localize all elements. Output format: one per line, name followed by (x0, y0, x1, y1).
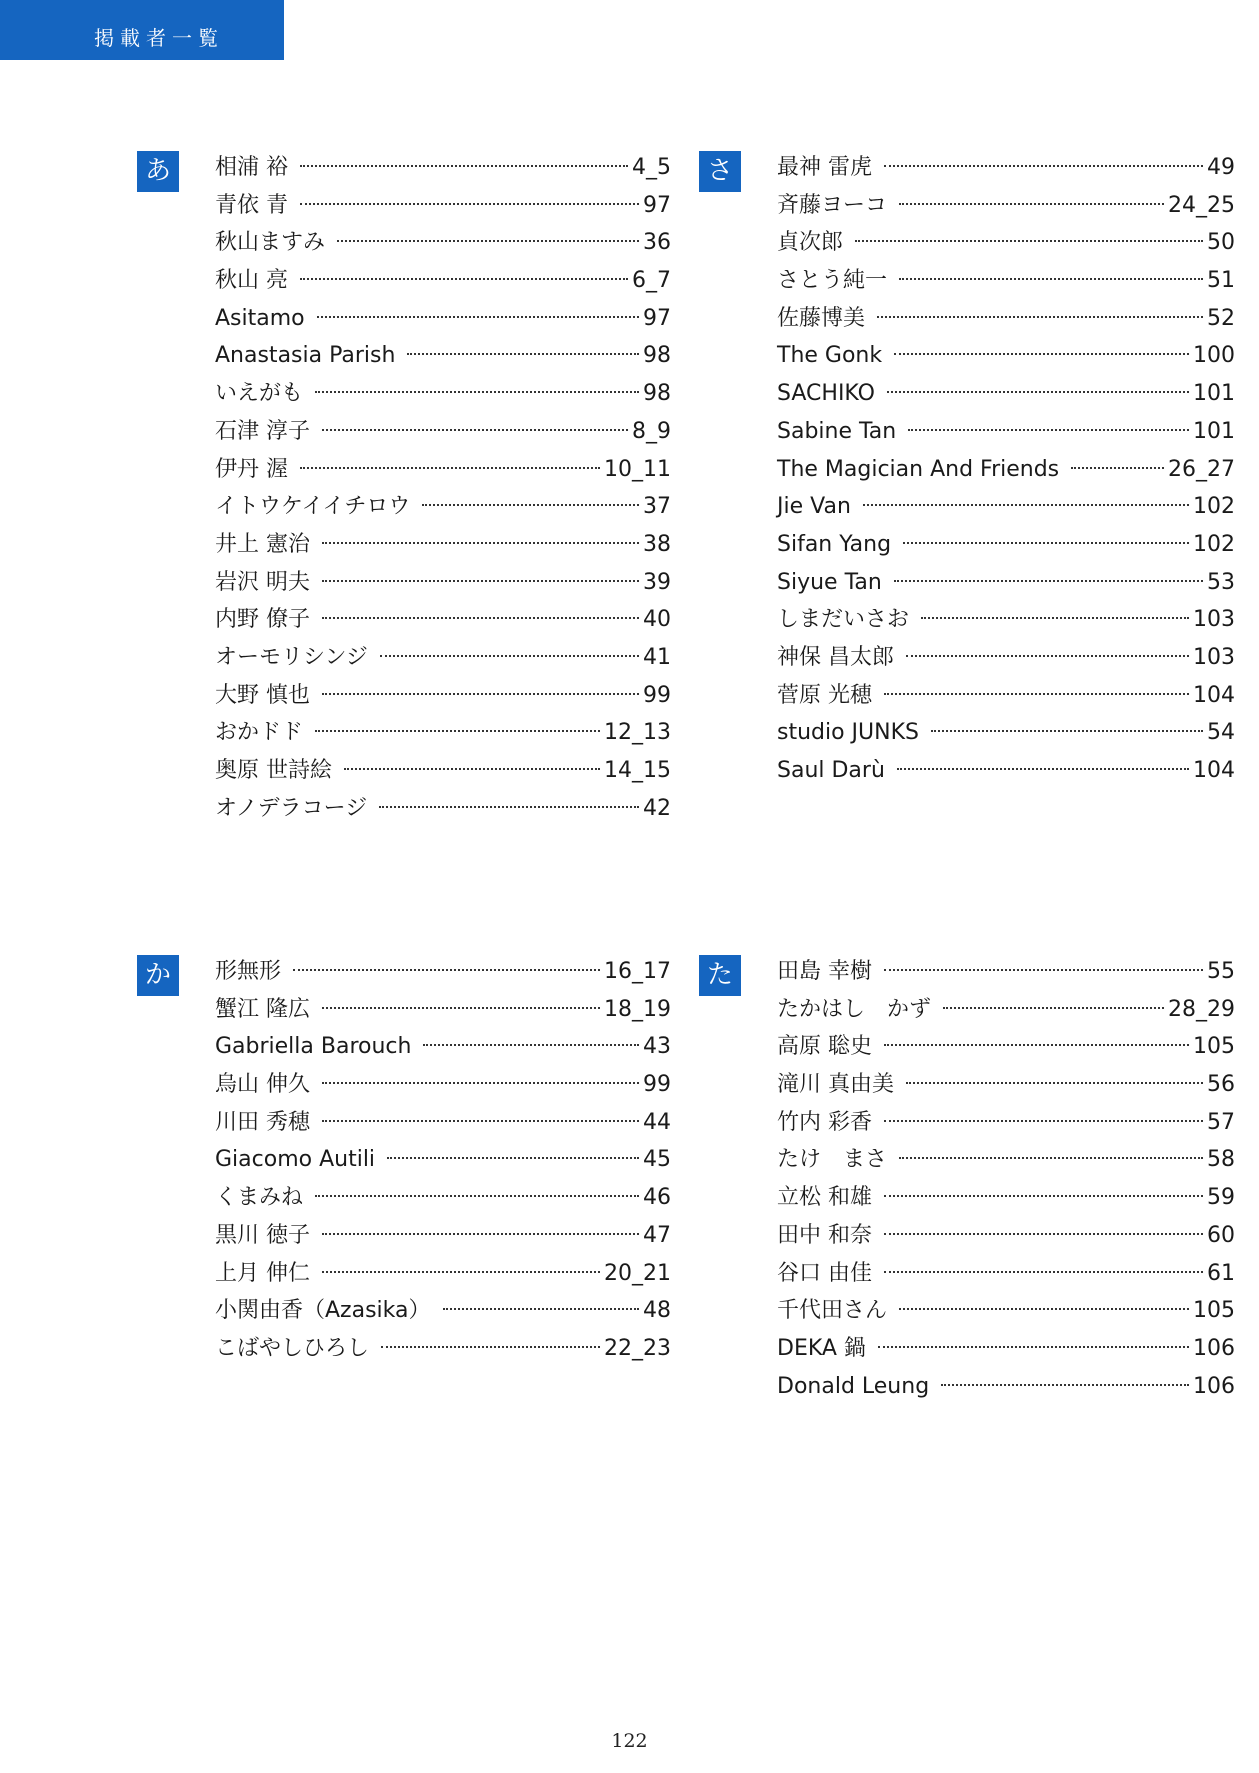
entry-name: 滝川 真由美 (777, 1072, 894, 1098)
index-entry (215, 377, 671, 415)
index-entry (777, 415, 1235, 453)
index-entry (777, 226, 1235, 264)
entry-name: 上月 伸仁 (215, 1260, 310, 1286)
entry-name: SACHIKO (777, 381, 875, 407)
dot-leader (908, 429, 1189, 431)
entry-name: DEKA 鍋 (777, 1335, 866, 1361)
entry-name: 相浦 裕 (215, 155, 288, 180)
entry-name: Gabriella Barouch (215, 1034, 412, 1060)
entry-page: 8_9 (632, 418, 671, 444)
entry-name: 竹内 彩香 (777, 1109, 872, 1135)
dot-leader (423, 1044, 639, 1046)
entry-name: しまだいさお (777, 607, 910, 633)
entry-name: Saul Darù (777, 758, 885, 783)
entry-page: 97 (643, 192, 671, 218)
entry-page: 103 (1193, 644, 1235, 670)
dot-leader (878, 1346, 1189, 1348)
dot-leader (899, 203, 1164, 205)
entry-page: 52 (1207, 305, 1235, 331)
index-entry (777, 716, 1235, 754)
entry-page: 40 (643, 607, 671, 633)
header-title: 掲載者一覧 (94, 26, 224, 50)
kana-badge-ka: か (137, 955, 179, 996)
dot-leader (443, 1308, 640, 1310)
index-entry (777, 528, 1235, 566)
entry-page: 6_7 (632, 268, 671, 294)
entry-page: 54 (1207, 720, 1235, 746)
entry-name: たけ まさ (777, 1147, 888, 1173)
entry-page: 102 (1193, 494, 1235, 520)
entry-name: 秋山ますみ (215, 230, 326, 256)
index-entry (777, 1332, 1235, 1370)
entry-page: 105 (1193, 1034, 1235, 1060)
entry-page: 44 (643, 1109, 671, 1135)
dot-leader (379, 806, 639, 808)
index-entry (777, 453, 1235, 491)
entry-name: Giacomo Autili (215, 1147, 376, 1173)
entry-page: 106 (1193, 1373, 1235, 1399)
entry-page: 61 (1207, 1260, 1235, 1286)
entry-page: 99 (643, 1072, 671, 1098)
entry-page: 48 (643, 1298, 671, 1324)
entry-name: 奥原 世詩絵 (215, 758, 332, 783)
index-entry (777, 1068, 1235, 1106)
index-entry (215, 1219, 671, 1257)
entry-page: 102 (1193, 531, 1235, 557)
index-entry (215, 453, 671, 491)
dot-leader (315, 730, 600, 732)
index-entry (215, 603, 671, 641)
entry-page: 104 (1193, 682, 1235, 708)
index-entry (215, 1332, 671, 1370)
entry-name: studio JUNKS (777, 720, 920, 746)
index-entry (215, 955, 671, 993)
entry-name: 高原 聡史 (777, 1034, 872, 1060)
entry-page: 26_27 (1168, 456, 1235, 482)
dot-leader (300, 467, 600, 469)
dot-leader (322, 693, 639, 695)
entry-name: 千代田さん (777, 1298, 888, 1324)
entry-name: 斉藤ヨーコ (777, 192, 888, 218)
dot-leader (884, 1233, 1203, 1235)
index-entry (777, 955, 1235, 993)
entry-name: 田中 和奈 (777, 1222, 872, 1248)
index-entry (777, 339, 1235, 377)
entry-page: 97 (643, 305, 671, 331)
index-entry (777, 1294, 1235, 1332)
entry-page: 99 (643, 682, 671, 708)
entry-page: 47 (643, 1222, 671, 1248)
index-entry (215, 415, 671, 453)
entry-page: 58 (1207, 1147, 1235, 1173)
index-entry (777, 1370, 1235, 1408)
index-entry (777, 566, 1235, 604)
dot-leader (322, 429, 628, 431)
index-entry (215, 226, 671, 264)
entry-name: くまみね (215, 1185, 304, 1211)
dot-leader (906, 655, 1189, 657)
index-entry (777, 302, 1235, 340)
entry-name: The Gonk (777, 343, 883, 369)
entry-name: こばやしひろし (215, 1335, 370, 1361)
dot-leader (315, 1195, 639, 1197)
dot-leader (381, 1346, 600, 1348)
dot-leader (897, 768, 1189, 770)
dot-leader (941, 1384, 1189, 1386)
entry-page: 36 (643, 230, 671, 256)
entry-page: 56 (1207, 1072, 1235, 1098)
entry-name: 川田 秀穂 (215, 1109, 310, 1135)
entry-name: 井上 憲治 (215, 531, 310, 557)
entry-name: 黒川 徳子 (215, 1222, 310, 1248)
dot-leader (863, 504, 1189, 506)
dot-leader (337, 240, 639, 242)
entry-page: 105 (1193, 1298, 1235, 1324)
entry-name: 烏山 伸久 (215, 1072, 310, 1098)
entry-page: 42 (643, 795, 671, 821)
index-entry (777, 189, 1235, 227)
entry-page: 101 (1193, 418, 1235, 444)
index-entry (777, 993, 1235, 1031)
dot-leader (322, 617, 639, 619)
dot-leader (300, 278, 628, 280)
index-entry (215, 993, 671, 1031)
entry-page: 51 (1207, 268, 1235, 294)
index-entry (215, 1181, 671, 1219)
dot-leader (322, 1082, 639, 1084)
entry-page: 10_11 (604, 456, 671, 482)
index-entry (215, 1294, 671, 1332)
dot-leader (300, 165, 628, 167)
entry-page: 38 (643, 531, 671, 557)
entry-page: 24_25 (1168, 192, 1235, 218)
index-entry (215, 1030, 671, 1068)
index-entry (777, 264, 1235, 302)
entry-name: 石津 淳子 (215, 418, 310, 444)
entry-name: 立松 和雄 (777, 1185, 872, 1211)
entry-name: 青依 青 (215, 192, 288, 218)
kana-badge-ta: た (699, 955, 741, 996)
entry-name: Siyue Tan (777, 569, 882, 595)
index-entry (215, 264, 671, 302)
dot-leader (322, 1120, 639, 1122)
entry-name: さとう純一 (777, 268, 888, 294)
entry-name: Donald Leung (777, 1373, 930, 1399)
entry-name: 谷口 由佳 (777, 1260, 872, 1286)
entry-name: 伊丹 渥 (215, 456, 288, 482)
entry-name: 神保 昌太郎 (777, 644, 894, 670)
index-entry (215, 189, 671, 227)
index-entry (777, 641, 1235, 679)
index-entry (777, 754, 1235, 792)
dot-leader (894, 580, 1203, 582)
dot-leader (1071, 467, 1164, 469)
index-entry (215, 151, 671, 189)
index-entry (215, 339, 671, 377)
dot-leader (322, 580, 639, 582)
dot-leader (344, 768, 600, 770)
entry-page: 55 (1207, 959, 1235, 984)
entry-page: 103 (1193, 607, 1235, 633)
index-entry (215, 1257, 671, 1295)
dot-leader (407, 353, 639, 355)
entry-name: 岩沢 明夫 (215, 569, 310, 595)
entry-page: 104 (1193, 758, 1235, 783)
entry-page: 60 (1207, 1222, 1235, 1248)
dot-leader (322, 1271, 600, 1273)
dot-leader (884, 1044, 1189, 1046)
entry-name: たかはし かず (777, 996, 932, 1022)
dot-leader (887, 391, 1189, 393)
entry-page: 57 (1207, 1109, 1235, 1135)
entry-page: 106 (1193, 1335, 1235, 1361)
index-entry (215, 716, 671, 754)
dot-leader (884, 1120, 1203, 1122)
entry-page: 16_17 (604, 959, 671, 984)
index-entry (215, 528, 671, 566)
entry-page: 14_15 (604, 758, 671, 783)
dot-leader (884, 1271, 1203, 1273)
entry-page: 50 (1207, 230, 1235, 256)
entry-name: オノデラコージ (215, 795, 368, 821)
entry-name: Sabine Tan (777, 418, 897, 444)
dot-leader (884, 969, 1203, 971)
entry-name: 内野 僚子 (215, 607, 310, 633)
dot-leader (322, 1007, 600, 1009)
index-entry (777, 1257, 1235, 1295)
index-entry (777, 1219, 1235, 1257)
entry-name: 小関由香（Azasika） (215, 1298, 431, 1324)
dot-leader (899, 1157, 1203, 1159)
entry-name: Asitamo (215, 305, 305, 331)
dot-leader (903, 542, 1189, 544)
index-entry (215, 490, 671, 528)
entry-name: 田島 幸樹 (777, 959, 872, 984)
entry-page: 59 (1207, 1185, 1235, 1211)
index-entry (777, 490, 1235, 528)
entry-page: 18_19 (604, 996, 671, 1022)
dot-leader (884, 165, 1203, 167)
dot-leader (931, 730, 1203, 732)
entry-name: 形無形 (215, 959, 282, 984)
index-entry (777, 151, 1235, 189)
entry-name: 菅原 光穂 (777, 682, 872, 708)
index-entry (777, 377, 1235, 415)
entry-page: 45 (643, 1147, 671, 1173)
entry-name: 貞次郎 (777, 230, 844, 256)
header-tab (0, 0, 284, 60)
entry-name: Anastasia Parish (215, 343, 396, 369)
dot-leader (322, 542, 639, 544)
entry-page: 98 (643, 343, 671, 369)
index-entry (777, 1030, 1235, 1068)
index-entry (777, 1181, 1235, 1219)
dot-leader (317, 316, 639, 318)
kana-badge-sa: さ (699, 151, 741, 192)
index-entry (215, 1143, 671, 1181)
entry-name: The Magician And Friends (777, 456, 1060, 482)
entry-name: オーモリシンジ (215, 644, 368, 670)
dot-leader (380, 655, 639, 657)
entry-page: 20_21 (604, 1260, 671, 1286)
dot-leader (422, 504, 639, 506)
entry-page: 98 (643, 381, 671, 407)
dot-leader (884, 693, 1189, 695)
entry-page: 37 (643, 494, 671, 520)
dot-leader (899, 278, 1203, 280)
entry-name: おかドド (215, 720, 304, 746)
entry-page: 43 (643, 1034, 671, 1060)
dot-leader (293, 969, 600, 971)
entry-name: 蟹江 隆広 (215, 996, 310, 1022)
index-entry (215, 1106, 671, 1144)
dot-leader (322, 1233, 639, 1235)
entry-page: 39 (643, 569, 671, 595)
entry-name: Jie Van (777, 494, 851, 520)
entry-name: 最神 雷虎 (777, 155, 872, 180)
index-entry (215, 679, 671, 717)
kana-badge-a: あ (137, 151, 179, 192)
index-entry (215, 1068, 671, 1106)
entry-name: いえがも (215, 381, 304, 407)
dot-leader (877, 316, 1203, 318)
index-entry (777, 1143, 1235, 1181)
dot-leader (894, 353, 1189, 355)
entry-list (215, 151, 671, 829)
index-entry (215, 754, 671, 792)
index-entry (777, 603, 1235, 641)
entry-page: 12_13 (604, 720, 671, 746)
index-entry (215, 641, 671, 679)
entry-name: Sifan Yang (777, 531, 892, 557)
entry-page: 49 (1207, 155, 1235, 180)
entry-page: 4_5 (632, 155, 671, 180)
entry-name: 大野 慎也 (215, 682, 310, 708)
dot-leader (884, 1195, 1203, 1197)
entry-name: イトウケイイチロウ (215, 494, 411, 520)
dot-leader (315, 391, 639, 393)
entry-page: 53 (1207, 569, 1235, 595)
entry-list (215, 955, 671, 1370)
dot-leader (921, 617, 1189, 619)
dot-leader (387, 1157, 639, 1159)
dot-leader (943, 1007, 1164, 1009)
index-entry (215, 302, 671, 340)
dot-leader (300, 203, 639, 205)
index-entry (215, 566, 671, 604)
entry-page: 28_29 (1168, 996, 1235, 1022)
index-entry (777, 679, 1235, 717)
dot-leader (899, 1308, 1189, 1310)
index-entry (215, 792, 671, 830)
entry-name: 秋山 亮 (215, 268, 288, 294)
entry-page: 22_23 (604, 1335, 671, 1361)
entry-list (777, 955, 1235, 1407)
entry-page: 46 (643, 1185, 671, 1211)
entry-page: 100 (1193, 343, 1235, 369)
index-entry (777, 1106, 1235, 1144)
page-number: 122 (611, 1730, 648, 1752)
dot-leader (906, 1082, 1203, 1084)
entry-page: 101 (1193, 381, 1235, 407)
entry-list (777, 151, 1235, 792)
dot-leader (855, 240, 1203, 242)
entry-page: 41 (643, 644, 671, 670)
entry-name: 佐藤博美 (777, 305, 866, 331)
